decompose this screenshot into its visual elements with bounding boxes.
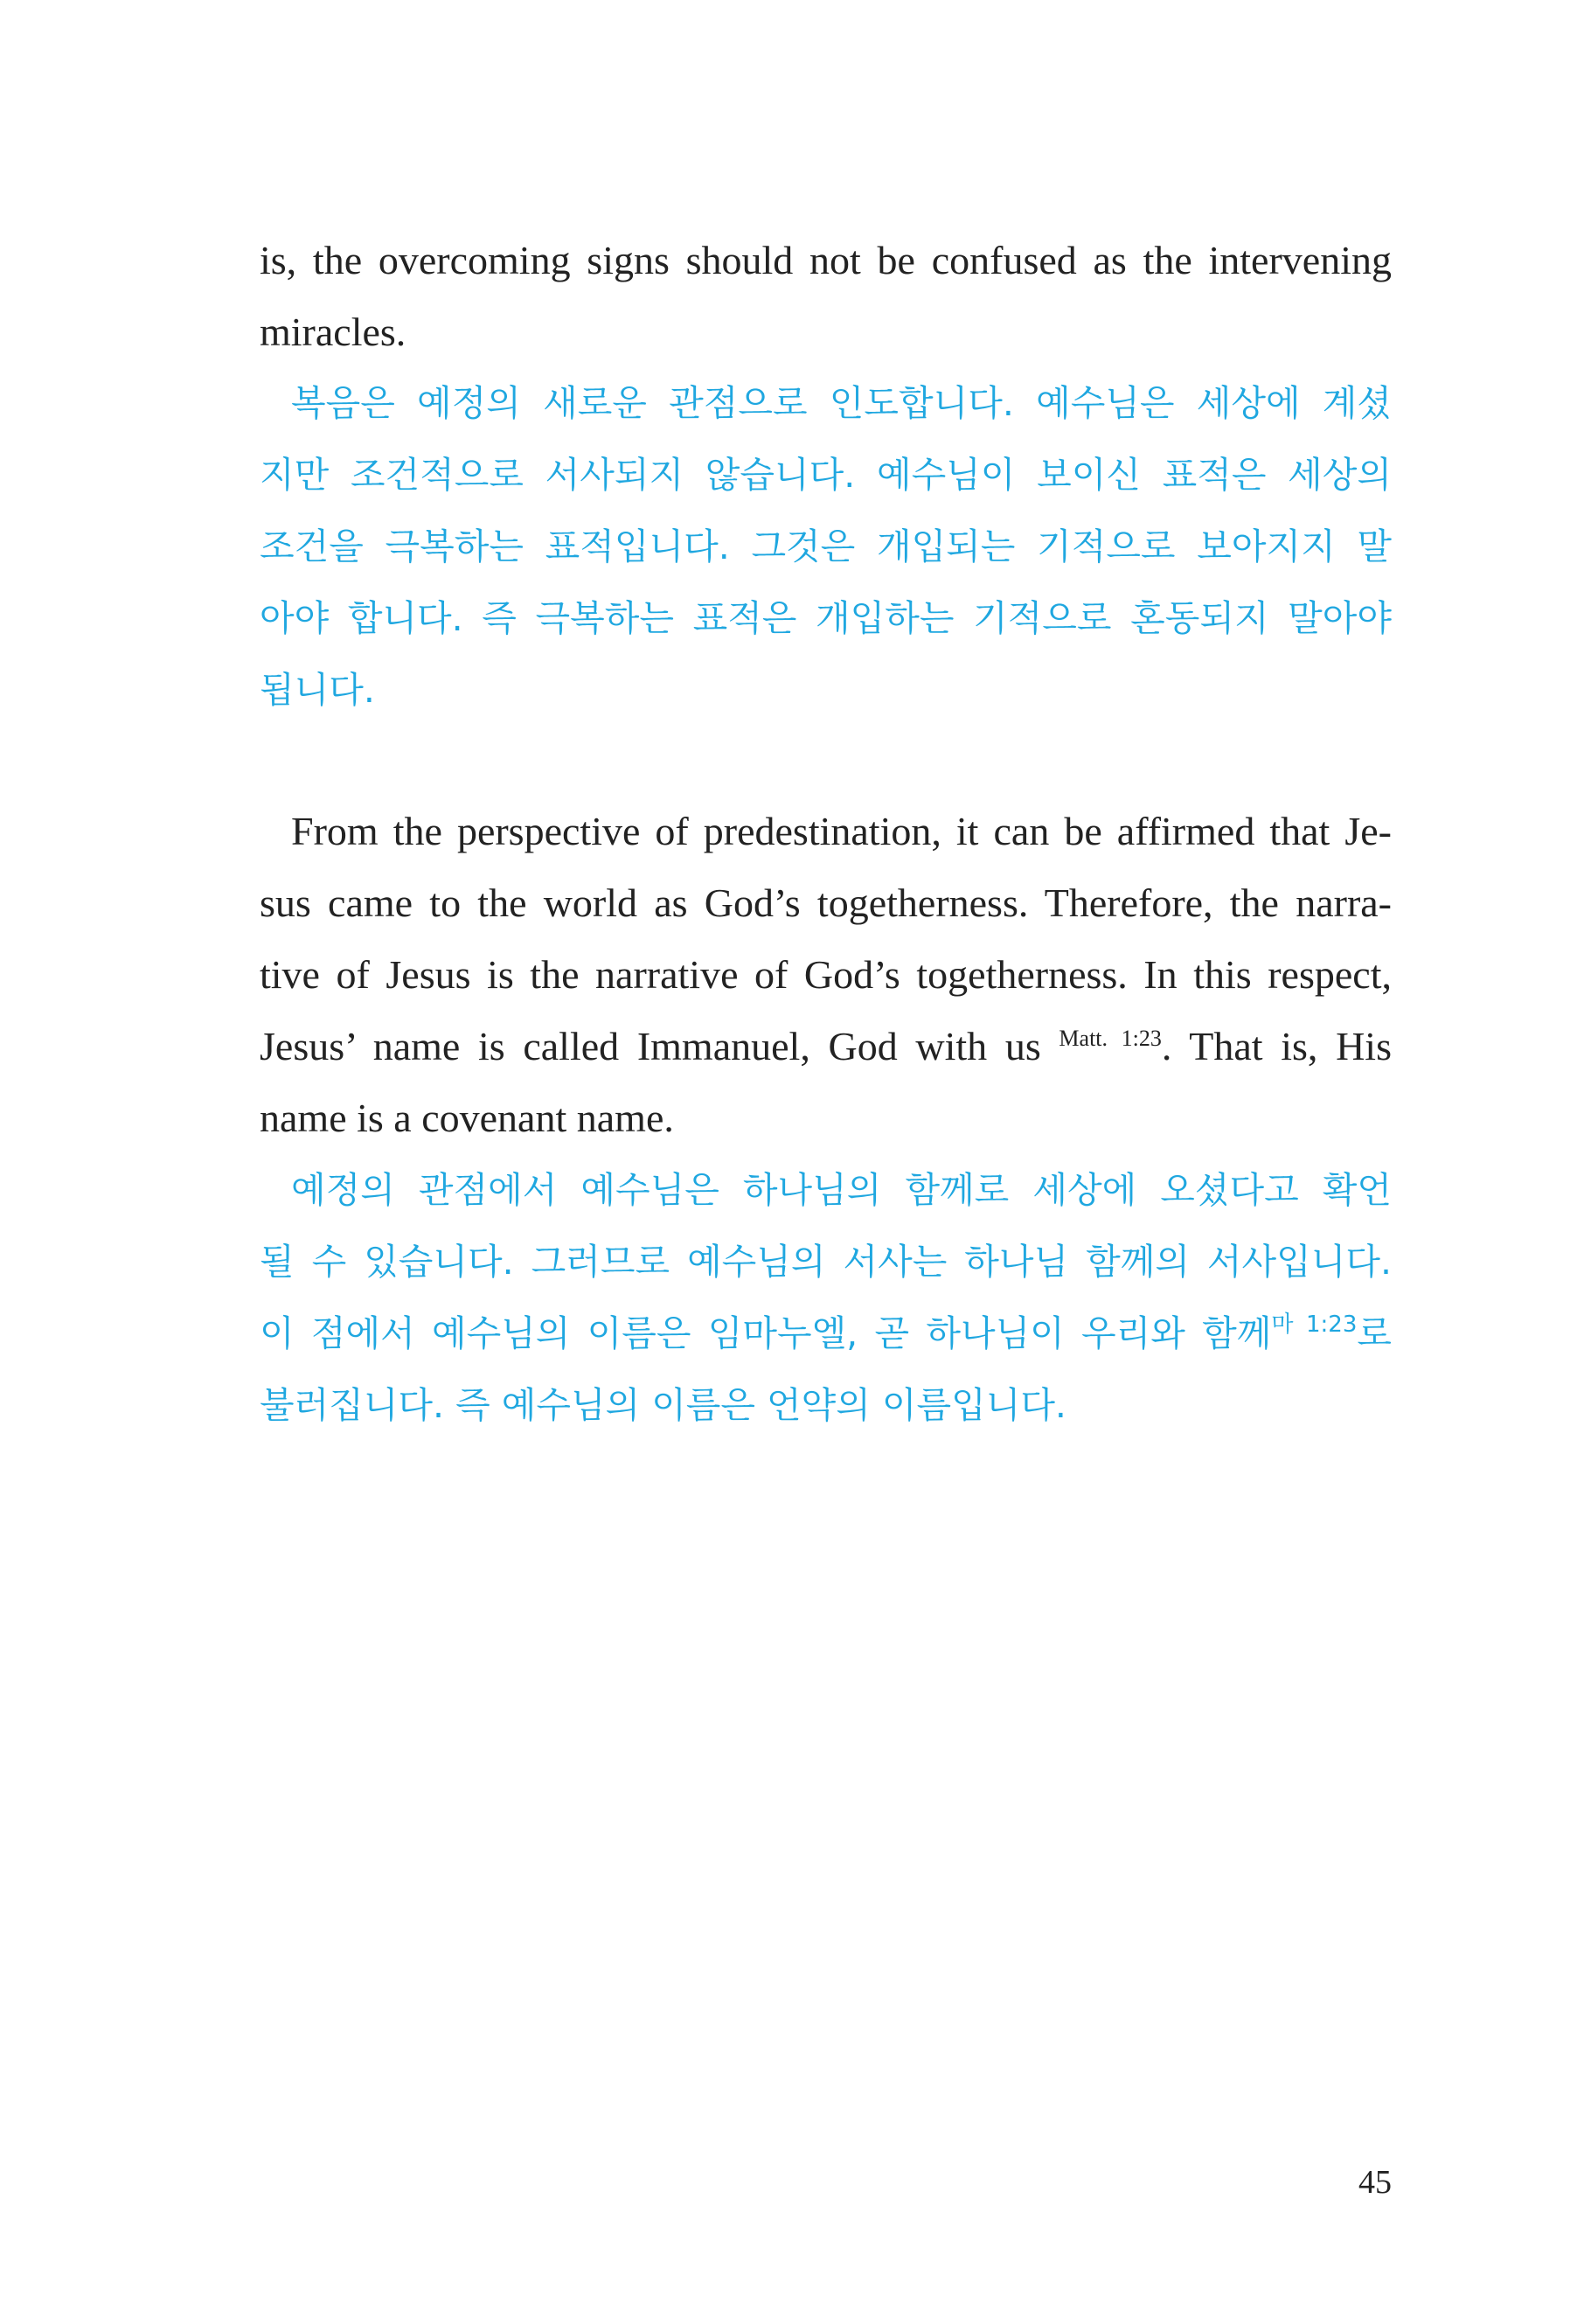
paragraph-line: 복음은 예정의 새로운 관점으로 인도합니다. 예수님은 세상에 계셨 <box>291 382 1392 424</box>
paragraph-line: From the perspective of predestination, it can be affirmed that Je- <box>291 809 1392 853</box>
paragraph-line: 예정의 관점에서 예수님은 하나님의 함께로 세상에 오셨다고 확언 <box>291 1169 1392 1211</box>
line-text: . That is, His <box>1161 1024 1392 1068</box>
korean-paragraph-2 <box>260 1154 1392 1441</box>
scripture-reference: 마 1:23 <box>1271 1312 1358 1338</box>
line-text: Jesus’ name is called Immanuel, God with us <box>260 1024 1059 1068</box>
paragraph-line: miracles. <box>260 310 406 354</box>
scripture-reference: Matt. 1:23 <box>1059 1026 1162 1051</box>
paragraph-line: name is a covenant name. <box>260 1096 674 1140</box>
paragraph-line: 조건을 극복하는 표적입니다. 그것은 개입되는 기적으로 보아지지 말 <box>260 525 1392 567</box>
paragraph-line: 될 수 있습니다. 그러므로 예수님의 서사는 하나님 함께의 서사입니다. <box>260 1241 1392 1283</box>
paragraph-line <box>260 1298 1392 1369</box>
paragraph-line: tive of Jesus is the narrative of God’s togetherness. In this respect, <box>260 952 1392 997</box>
english-paragraph-1 <box>260 225 1392 368</box>
paragraph-line: 지만 조건적으로 서사되지 않습니다. 예수님이 보이신 표적은 세상의 <box>260 454 1392 496</box>
line-text: 로 <box>1357 1312 1392 1354</box>
line-text: 이 점에서 예수님의 이름은 임마누엘, 곧 하나님이 우리와 함께 <box>260 1312 1272 1354</box>
paragraph-line: sus came to the world as God’s togetherness. Therefore, the narra- <box>260 880 1392 925</box>
page-number: 45 <box>1358 2164 1392 2201</box>
paragraph-line <box>260 1011 1392 1082</box>
paragraph-line: 됩니다. <box>260 669 375 711</box>
paragraph-line: is, the overcoming signs should not be confused as the intervening <box>260 238 1392 282</box>
paragraph-line: 불러집니다. 즉 예수님의 이름은 언약의 이름입니다. <box>260 1384 1066 1426</box>
korean-paragraph-1 <box>260 367 1392 726</box>
english-paragraph-2 <box>260 796 1392 1154</box>
paragraph-line: 아야 합니다. 즉 극복하는 표적은 개입하는 기적으로 혼동되지 말아야 <box>260 597 1392 639</box>
